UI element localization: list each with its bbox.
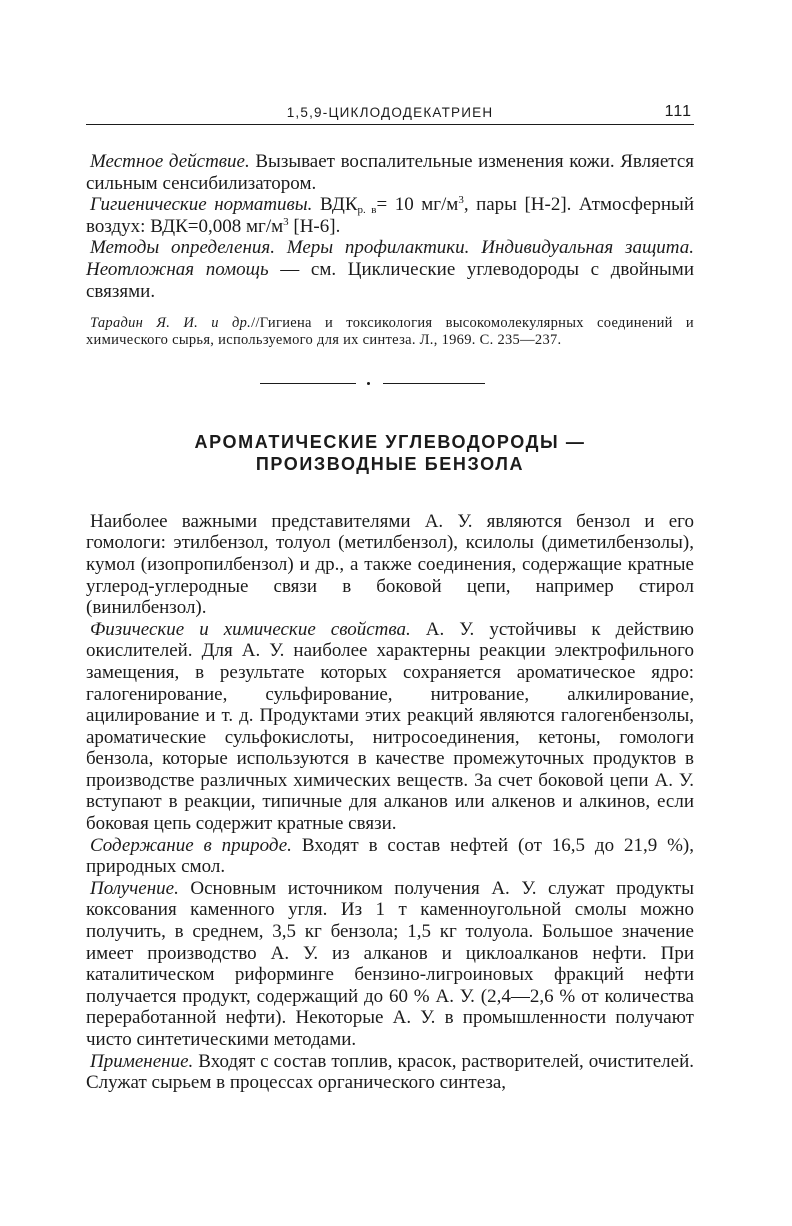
book-page [86,100,694,1094]
heading-line-1: АРОМАТИЧЕСКИЕ УГЛЕВОДОРОДЫ — [194,431,586,452]
paragraph-intro: Наиболее важными представителями А. У. являются бензол и его гомологи: этилбензол, толуол (метилбензол), ксилолы (диметилбензолы), кумол (изопропилбензол) и др., а также соединения, содержащие кратные углерод-углеродные связи в боковой цепи, например стирол (винилбензол). [86,510,694,619]
label-occurrence: Содержание в природе. [90,834,292,856]
separator-rule-right [383,383,485,384]
text-methods: — см. Циклические углеводороды с двойными связями. [86,258,694,302]
text-properties: А. У. устойчивы к действию окислителей. Для А. У. наиболее характерны реакции электрофильного замещения, в результате которых сохраняется ароматическое ядро: галогенирование, сульфирование, нитрование, алкилирование, ацилирование и т. д. Продуктами этих реакций являются галогенбензолы, ароматические сульфокислоты, нитросоединения, кетоны, гомологи бензола, которые используются в качестве промежуточных продуктов в производстве различных химических веществ. За счет боковой цепи А. У. вступают в реакции, типичные для алканов или алкенов и алкинов, если боковая цепь содержит кратные связи. [86,618,694,835]
paragraph-properties [86,619,694,835]
reference-text: //Гигиена и токсикология высокомолекулярных соединений и химического сырья, используемого для их синтеза. Л., 1969. С. 235—237. [86,315,694,348]
article-body [86,511,694,1094]
separator-dot [367,382,370,385]
separator-rule-left [260,383,356,384]
label-methods: Методы определения. Меры профилактики. Индивидуальная защита. Неотложная помощь [86,237,694,280]
norms-part-2: = 10 мг/м [376,194,459,216]
text-production: Основным источником получения А. У. служат продукты коксования каменного угля. Из 1 т каменноугольной смолы можно получить, в среднем, 3,5 кг бензола; 1,5 кг толуола. Большое значение имеет производство А. У. из алканов и циклоалканов нефти. При каталитическом риформинге бензино-лигроиновых фракций нефти получается продукт, содержащий до 60 % А. У. (2,4—2,6 % от количества переработанной нефти). Некоторые А. У. в промышленности получают чисто синтетическими методами. [86,877,694,1050]
label-application: Применение. [90,1050,194,1072]
text-occurrence: Входят в состав нефтей (от 16,5 до 21,9 %), природных смол. [86,834,694,878]
previous-article-tail [86,151,694,302]
paragraph-production [86,878,694,1051]
section-separator [86,372,694,396]
norms-subscript: р. в [357,204,377,217]
label-production: Получение. [90,877,179,899]
running-header [86,100,694,125]
norms-part-4: [Н-6]. [293,215,341,237]
paragraph-methods [86,237,694,302]
norms-superscript-1: 3 [458,194,464,207]
running-title: 1,5,9-ЦИКЛОДОДЕКАТРИЕН [286,105,494,120]
paragraph-application [86,1051,694,1094]
paragraph-hygiene-norms [86,194,694,237]
label-properties: Физические и химические свойства. [90,618,411,640]
reference-authors: Тарадин Я. И. и др. [90,315,252,332]
article-heading [86,431,694,475]
heading-line-2: ПРОИЗВОДНЫЕ БЕНЗОЛА [255,453,525,474]
norms-part-3: , пары [Н-2]. Атмосферный воздух: ВДК=0,008 мг/м [86,194,694,237]
label-hygiene-norms: Гигиенические нормативы. [90,194,313,216]
page-number: 111 [664,103,692,120]
bibliographic-reference [86,315,694,349]
paragraph-occurrence [86,835,694,878]
norms-part-1: ВДК [319,194,358,216]
label-local-action: Местное действие. [90,151,250,172]
norms-superscript-2: 3 [283,215,289,228]
text-application: Входят с состав топлив, красок, растворителей, очистителей. Служат сырьем в процессах органического синтеза, [86,1050,695,1094]
paragraph-local-action [86,151,694,194]
text-local-action: Вызывает воспалительные изменения кожи. Является сильным сенсибилизатором. [86,151,694,194]
